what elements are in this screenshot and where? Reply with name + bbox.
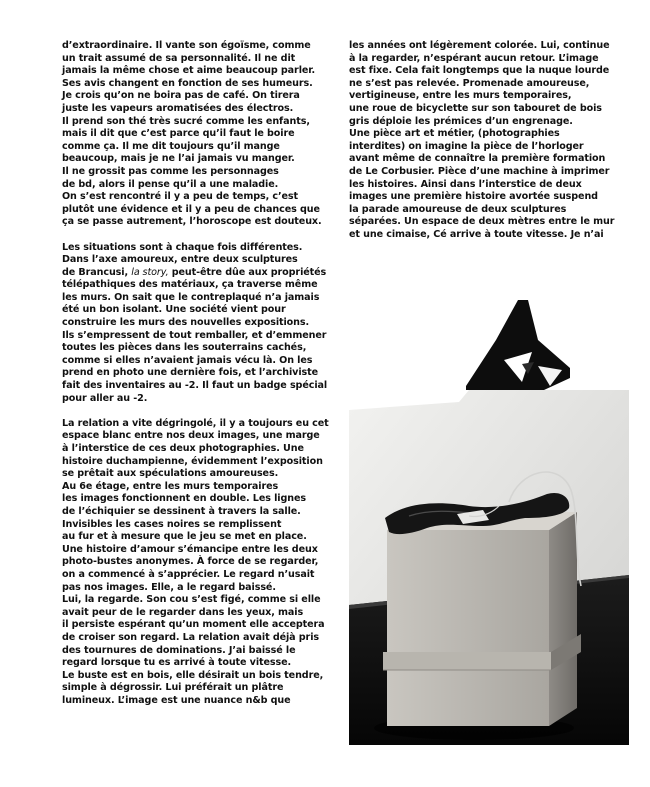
paragraph-2-italic: la story,	[131, 266, 169, 278]
pedestal-band-front	[383, 652, 551, 670]
pedestal-side	[549, 512, 577, 726]
right-text-column	[349, 40, 629, 254]
left-text-column	[62, 40, 337, 720]
paragraph-2	[62, 242, 337, 406]
paragraph-2-end: peut-être dûe aux propriétés télépathiques des matériaux, ça traverse même les murs. On sait que le contreplaqué n’a jamais été un bon isolant. Une société vient pour construire les murs des nouvelles expositions. Ils s’empressent de tout remballer, et d’emmener toutes les pièces dans les souterrains cachés, comme si elles n’avaient jamais vécu là. On les prend en photo une dernière fois, et l’archiviste fait des inventaires au -2. Il faut un badge spécial pour aller au -2.	[62, 266, 328, 404]
pedestal-front	[387, 530, 549, 726]
paragraph-2-start: Les situations sont à chaque fois différentes. Dans l’axe amoureux, entre deux sculptures de Brancusi,	[62, 241, 303, 278]
abstract-fragment-image	[466, 300, 570, 390]
paragraph-3: La relation a vite dégringolé, il y a toujours eu cet espace blanc entre nos deux images, une marge à l’interstice de ces deux photographies. Une histoire duchampienne, évidemment l’exposition se prêtait aux spéculations amoureuses. Au 6e étage, entre les murs temporaires les images fonctionnent en double. Les lignes de l’échiquier se dessinent à travers la salle. Invisibles les cases noires se remplissent au fur et à mesure que le jeu se met en place. Une histoire d’amour s’émancipe entre les deux photo-bustes anonymes. À force de se regarder, on a commencé à s’apprécier. Le regard n’usait pas nos images. Elle, a le regard baissé. Lui, la regarde. Son cou s’est figé, comme si elle avait peur de le regarder dans les yeux, mais il persiste espérant qu’un moment elle acceptera de croiser son regard. La relation avait déjà pris des tournures de dominations. J’ai baissé le regard lorsque tu es arrivé à toute vitesse. Le buste est en bois, elle désirait un bois tendre, simple à dégrossir. Lui préférait un plâtre lumineux. L’image est une nuance n&b que	[62, 417, 329, 706]
sculpture-photograph	[349, 390, 629, 745]
paragraph-4: les années ont légèrement colorée. Lui, continue à la regarder, n’espérant aucun retour. L’image est fixe. Cela fait longtemps que la nuque lourde ne s’est pas relevée. Promenade amoureuse, vertigineuse, entre les murs temporaires, une roue de bicyclette sur son tabouret de bois gris déploie les prémices d’un engrenage. Une pièce art et métier, (photographies interdites) on imagine la pièce de l’horloger avant même de connaître la première formation de Le Corbusier. Pièce d’une machine à imprimer les histoires. Ainsi dans l’interstice de deux images une première histoire avortée suspend la parade amoureuse de deux sculptures séparées. Un espace de deux mètres entre le mur et une cimaise, Cé arrive à toute vitesse. Je n’ai	[349, 40, 615, 240]
paragraph-1: d’extraordinaire. Il vante son égoïsme, comme un trait assumé de sa personnalité. Il ne dit jamais la même chose et aime beaucoup parler. Ses avis changent en fonction de ses humeurs. Je crois qu’on ne boira pas de café. On tirera juste les vapeurs aromatisées des électros. Il prend son thé très sucré comme les enfants, mais il dit que c’est parce qu’il faut le boire comme ça. Il me dit toujours qu’il mange beaucoup, mais je ne l’ai jamais vu manger. Il ne grossit pas comme les personnages de bd, alors il pense qu’il a une maladie. On s’est rencontré il y a peu de temps, c’est plutôt une évidence et il y a peu de chances que ça se passe autrement, l’horoscope est douteux.	[62, 40, 322, 228]
